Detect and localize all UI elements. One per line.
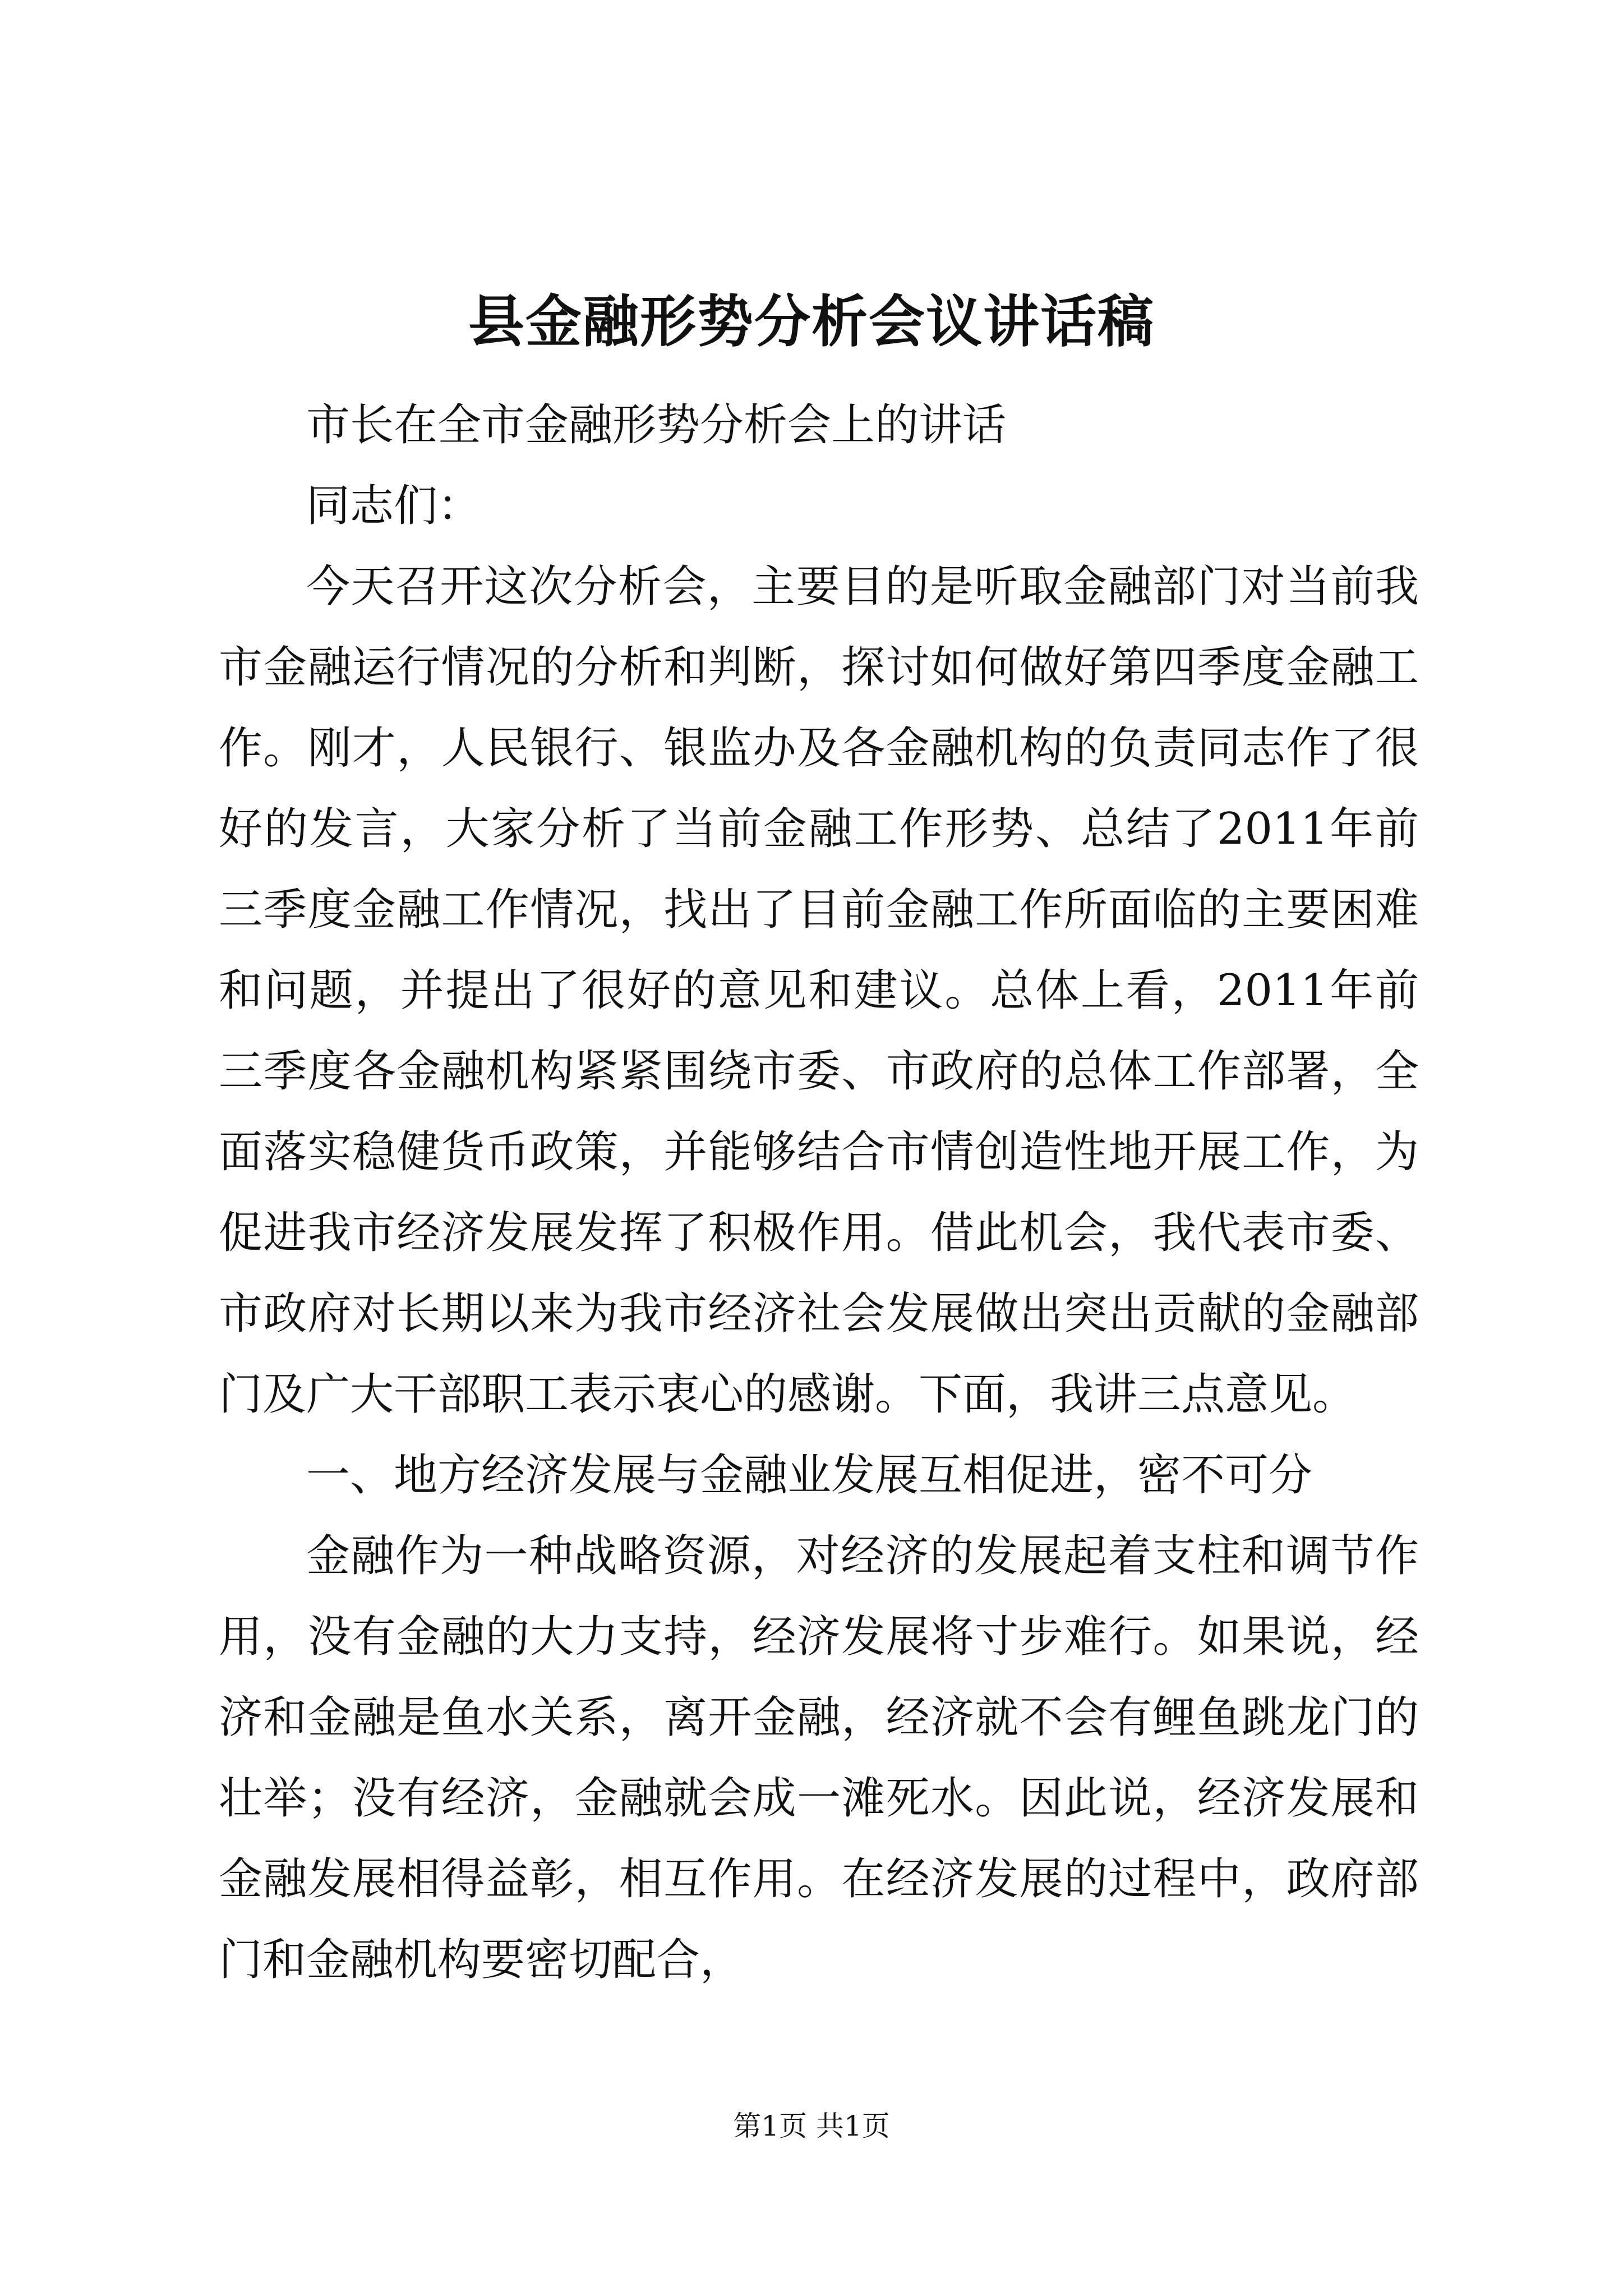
intro-paragraph: 今天召开这次分析会，主要目的是听取金融部门对当前我市金融运行情况的分析和判断，探讨如何做好第四季度金融工作。刚才，人民银行、银监办及各金融机构的负责同志作了很好的发言，大家分析了当前金融工作形势、总结了2011年前三季度金融工作情况，找出了目前金融工作所面临的主要困难和问题，并提出了很好的意见和建议。总体上看，2011年前三季度各金融机构紧紧围绕市委、市政府的总体工作部署，全面落实稳健货币政策，并能够结合市情创造性地开展工作，为促进我市经济发展发挥了积极作用。借此机会，我代表市委、市政府对长期以来为我市经济社会发展做出突出贡献的金融部门及广大干部职工表示衷心的感谢。下面，我讲三点意见。	[219, 562, 1419, 1420]
page-footer: 第1页 共1页	[733, 2110, 890, 2142]
salutation-paragraph: 同志们：	[306, 481, 482, 531]
section-heading: 一、地方经济发展与金融业发展互相促进，密不可分	[306, 1450, 1313, 1501]
document-body	[219, 385, 1419, 2000]
subtitle-paragraph: 市长在全市金融形势分析会上的讲话	[306, 400, 1007, 450]
document-title: 县金融形势分析会议讲话稿	[468, 288, 1155, 355]
section-paragraph: 金融作为一种战略资源，对经济的发展起着支柱和调节作用，没有金融的大力支持，经济发展将寸步难行。如果说，经济和金融是鱼水关系，离开金融，经济就不会有鲤鱼跳龙门的壮举；没有经济，金融就会成一滩死水。因此说，经济发展和金融发展相得益彰，相互作用。在经济发展的过程中，政府部门和金融机构要密切配合，	[219, 1531, 1419, 1985]
